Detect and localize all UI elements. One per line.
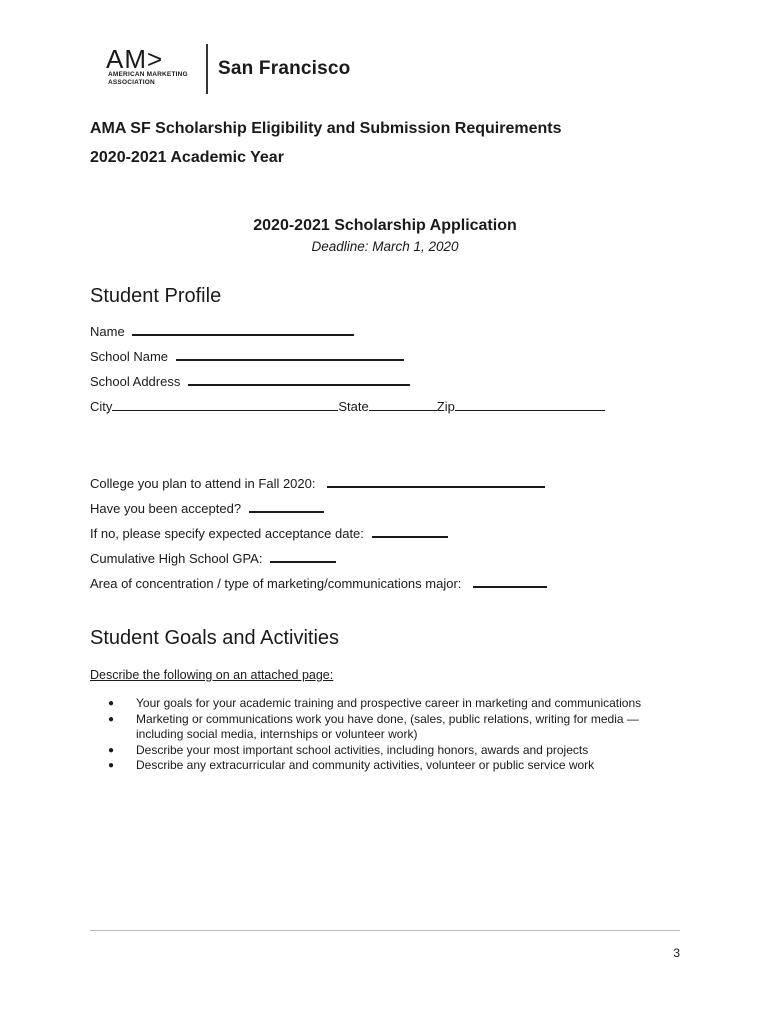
- ama-mark: AM>: [106, 44, 164, 74]
- list-item: ● Your goals for your academic training and prospective career in marketing and communications: [108, 696, 642, 710]
- gpa-field[interactable]: [270, 551, 336, 563]
- zip-label: Zip: [436, 399, 455, 414]
- application-title: 2020-2021 Scholarship Application: [253, 217, 517, 234]
- logo-divider: [206, 44, 208, 94]
- list-item: ● Marketing or communications work you have done, (sales, public relations, writing for media — including social media, internships or volunteer work): [108, 711, 639, 741]
- concentration-field[interactable]: [473, 576, 547, 588]
- acceptance-date-field[interactable]: [372, 526, 448, 538]
- zip-field[interactable]: [455, 400, 605, 411]
- accepted-row: [90, 501, 324, 516]
- gpa-label: Cumulative High School GPA:: [90, 551, 263, 566]
- ama-sf-logo: [106, 44, 376, 96]
- list-item: ● Describe any extracurricular and community activities, volunteer or public service work: [108, 758, 595, 772]
- deadline: Deadline: March 1, 2020: [311, 239, 459, 254]
- goals-list: [108, 696, 688, 774]
- city-field[interactable]: [112, 400, 338, 411]
- state-label: State: [338, 399, 369, 414]
- goals-instruction: Describe the following on an attached page:: [90, 668, 334, 682]
- bullet-icon: ●: [108, 698, 115, 709]
- ama-association-text: [108, 71, 188, 87]
- page-number: 3: [673, 946, 680, 960]
- accepted-field[interactable]: [249, 501, 324, 513]
- list-item: ● Describe your most important school activities, including honors, awards and projects: [108, 742, 589, 757]
- bullet-icon: ●: [108, 760, 115, 771]
- college-plan-row: [90, 476, 545, 491]
- assoc-line-2: ASSOCIATION: [108, 79, 155, 86]
- college-plan-field[interactable]: [327, 476, 545, 488]
- school-name-field[interactable]: [176, 349, 404, 361]
- logo-city: San Francisco: [218, 58, 351, 79]
- name-field[interactable]: [132, 324, 354, 336]
- academic-year: 2020-2021 Academic Year: [90, 149, 284, 166]
- city-state-zip-row: [90, 399, 605, 414]
- bullet-icon: ●: [108, 713, 115, 725]
- acceptance-date-row: [90, 526, 448, 541]
- concentration-label: Area of concentration / type of marketing/communications major:: [90, 576, 462, 591]
- student-profile-heading: Student Profile: [90, 285, 222, 307]
- name-label: Name: [90, 324, 125, 339]
- acceptance-date-label: If no, please specify expected acceptance date:: [90, 526, 364, 541]
- school-name-label: School Name: [90, 349, 169, 364]
- doc-title: AMA SF Scholarship Eligibility and Submission Requirements: [90, 120, 562, 137]
- school-address-label: School Address: [90, 374, 181, 389]
- assoc-line-1: AMERICAN MARKETING: [108, 71, 188, 78]
- college-plan-label: College you plan to attend in Fall 2020:: [90, 476, 316, 491]
- bullet-icon: ●: [108, 744, 115, 756]
- school-address-field[interactable]: [188, 374, 410, 386]
- gpa-row: [90, 551, 336, 566]
- accepted-label: Have you been accepted?: [90, 501, 242, 516]
- concentration-row: [90, 576, 547, 591]
- footer-divider: [90, 930, 680, 931]
- goals-heading: Student Goals and Activities: [90, 627, 340, 649]
- state-field[interactable]: [369, 400, 437, 411]
- name-row: [90, 324, 354, 339]
- city-label: City: [90, 399, 113, 414]
- school-name-row: [90, 349, 404, 364]
- school-address-row: [90, 374, 410, 389]
